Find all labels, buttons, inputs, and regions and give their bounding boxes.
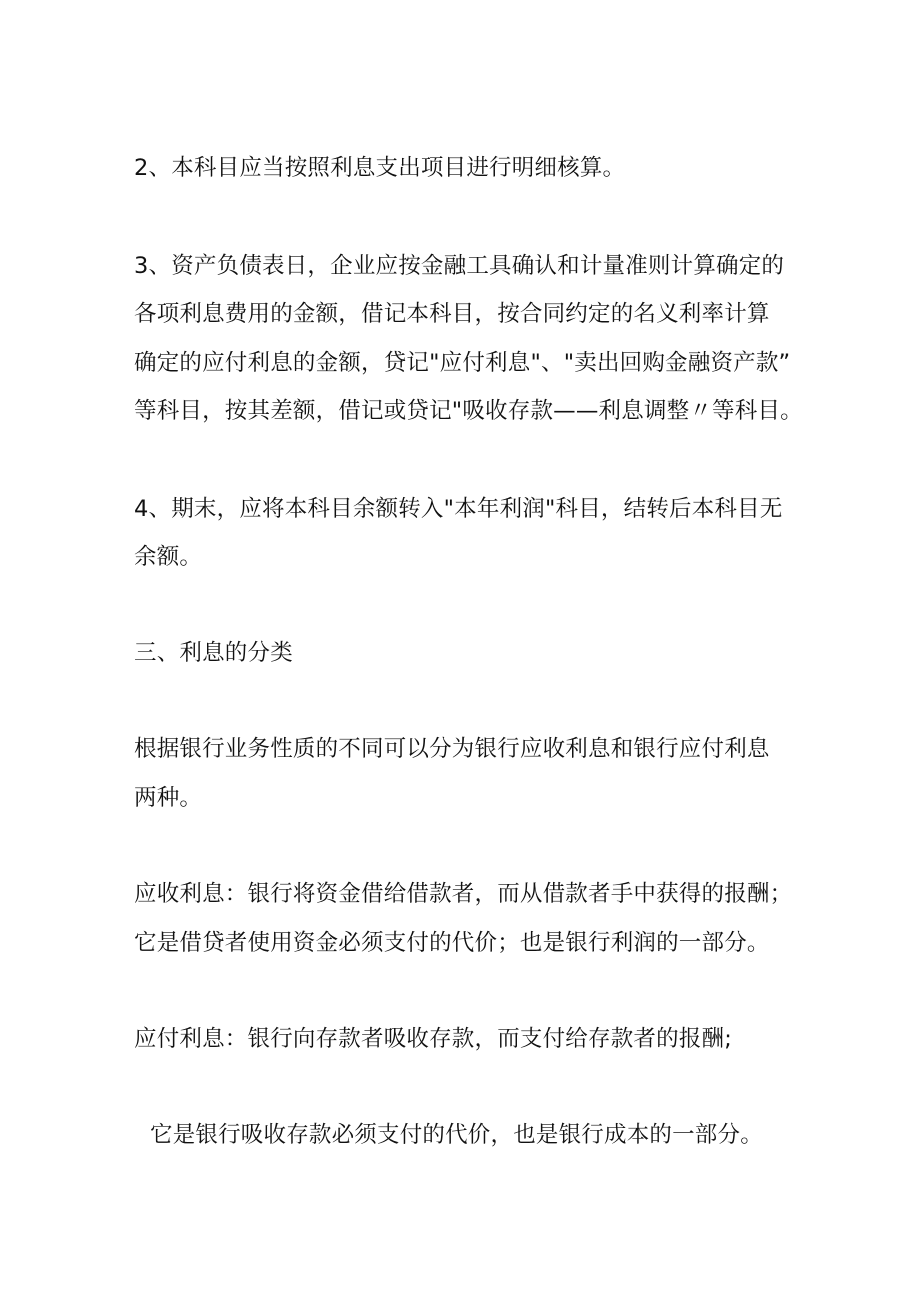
paragraph-item-4-line-1: 4、期末，应将本科目余额转入"本年利润"科目，结转后本科目无 xyxy=(134,496,783,522)
paragraph-item-3-line-2: 各项利息费用的金额，借记本科目，按合同约定的名义利率计算 xyxy=(134,301,770,327)
paragraph-classification-line-1: 根据银行业务性质的不同可以分为银行应收利息和银行应付利息 xyxy=(134,736,770,762)
paragraph-receivable-line-1: 应收利息：银行将资金借给借款者，而从借款者手中获得的报酬； xyxy=(134,881,793,907)
section-heading-interest-classification: 三、利息的分类 xyxy=(134,640,293,666)
paragraph-item-4-line-2: 余额。 xyxy=(134,544,203,570)
paragraph-item-2-line-1: 2、本科目应当按照利息支出项目进行明细核算。 xyxy=(134,155,626,181)
paragraph-item-3-line-4: 等科目，按其差额，借记或贷记"吸收存款——利息调整〃等科目。 xyxy=(134,398,803,424)
paragraph-payable-line-2: 它是银行吸收存款必须支付的代价，也是银行成本的一部分。 xyxy=(150,1122,763,1148)
paragraph-item-3-line-3: 确定的应付利息的金额，贷记"应付利息"、"卖出回购金融资产款” xyxy=(134,350,791,376)
paragraph-item-3-line-1: 3、资产负债表日，企业应按金融工具确认和计量准则计算确定的 xyxy=(134,253,785,279)
paragraph-payable-line-1: 应付利息：银行向存款者吸收存款，而支付给存款者的报酬; xyxy=(134,1026,732,1052)
paragraph-classification-line-2: 两种。 xyxy=(134,785,203,811)
paragraph-receivable-line-2: 它是借贷者使用资金必须支付的代价；也是银行利润的一部分。 xyxy=(134,930,770,956)
